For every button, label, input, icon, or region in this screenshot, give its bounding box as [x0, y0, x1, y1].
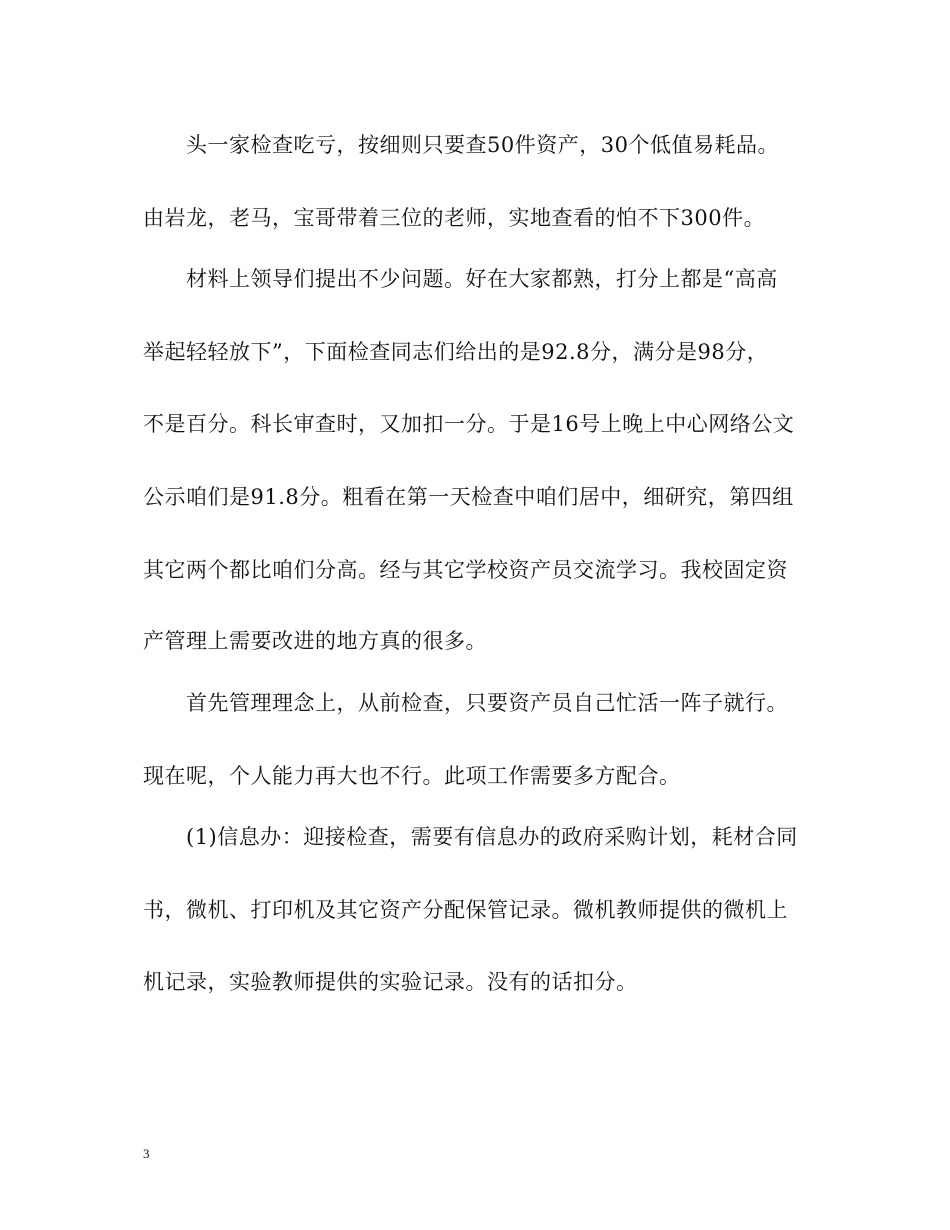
- text-line-3: 材料上领导们提出不少问题。好在大家都熟，打分上都是“高高: [186, 267, 778, 291]
- text-line-2: 由岩龙，老马，宝哥带着三位的老师，实地查看的怕不下300件。: [143, 206, 766, 230]
- text-line-13: 机记录，实验教师提供的实验记录。没有的话扣分。: [143, 970, 638, 994]
- text-line-4: 举起轻轻放下”，下面检查同志们给出的是92.8分，满分是98分，: [143, 340, 769, 364]
- text-line-11: (1)信息办：迎接检查，需要有信息办的政府采购计划，耗材合同: [186, 825, 798, 849]
- text-line-6: 公示咱们是91.8分。粗看在第一天检查中咱们居中，细研究，第四组: [143, 485, 794, 509]
- text-line-9: 首先管理理念上，从前检查，只要资产员自己忙活一阵子就行。: [186, 691, 788, 715]
- text-line-1: 头一家检查吃亏，按细则只要查50件资产，30个低值易耗品。: [186, 133, 779, 157]
- page-number: 3: [143, 1146, 150, 1161]
- text-line-10: 现在呢，个人能力再大也不行。此项工作需要多方配合。: [143, 764, 681, 788]
- text-line-8: 产管理上需要改进的地方真的很多。: [143, 629, 487, 653]
- text-line-5: 不是百分。科长审查时，又加扣一分。于是16号上晚上中心网络公文: [143, 412, 795, 436]
- text-line-12: 书，微机、打印机及其它资产分配保管记录。微机教师提供的微机上: [143, 898, 788, 922]
- text-line-7: 其它两个都比咱们分高。经与其它学校资产员交流学习。我校固定资: [143, 558, 788, 582]
